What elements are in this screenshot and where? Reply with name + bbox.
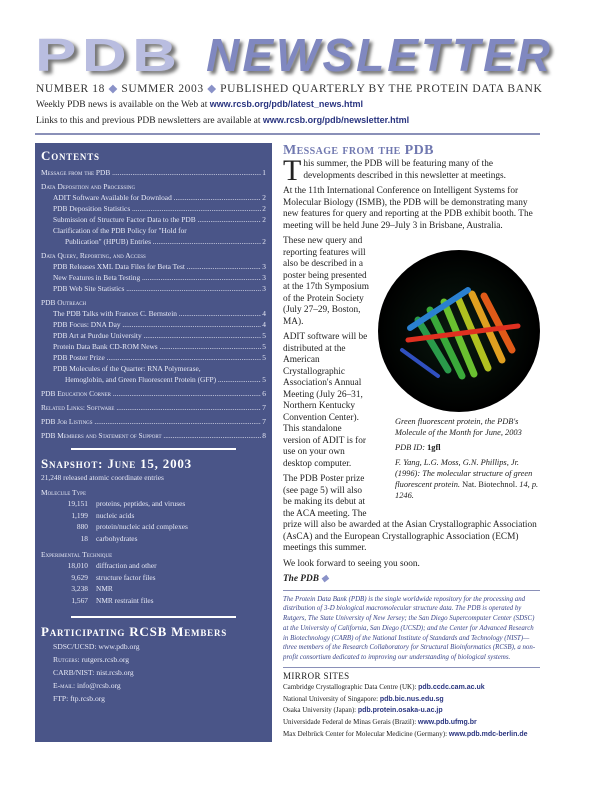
toc-entry[interactable]: PDB Molecules of the Quarter: RNA Polymerase, bbox=[53, 364, 201, 373]
toc-entry[interactable] bbox=[41, 430, 266, 441]
toc-entry-label: Publication" (HPUB) Entries ..... bbox=[65, 236, 261, 247]
toc-entry[interactable] bbox=[41, 214, 266, 225]
stat-label: NMR restraint files bbox=[96, 595, 154, 605]
mirror-link[interactable]: www.pdb.mdc-berlin.de bbox=[448, 731, 528, 739]
stat-label: diffraction and other bbox=[96, 561, 157, 570]
snapshot-total: 21,248 released atomic coordinate entries bbox=[41, 473, 164, 482]
member-name: CARB/NIST: bbox=[53, 668, 95, 677]
snapshot-title: Snapshot: June 15, 2003 bbox=[41, 456, 192, 471]
toc-entry-label: Protein Data Bank CD-ROM News ..... bbox=[53, 341, 261, 352]
toc-entry[interactable] bbox=[41, 374, 266, 385]
mirror-sites-title: MIRROR SITES bbox=[283, 671, 350, 682]
member-link[interactable]: nist.rcsb.org bbox=[96, 668, 134, 677]
toc-entry-label: Message from the PDB ..... bbox=[41, 167, 261, 178]
member-link[interactable]: info@rcsb.org bbox=[76, 681, 121, 690]
caption-text: Green fluorescent protein, the PDB's Molecule of the Month for June, 2003 bbox=[395, 417, 522, 437]
issue-number: NUMBER 18 bbox=[36, 83, 105, 95]
member-name: E-mail: bbox=[53, 681, 76, 690]
mirror-link[interactable]: pdb.protein.osaka-u.ac.jp bbox=[357, 707, 443, 715]
toc-entry[interactable] bbox=[41, 236, 266, 247]
toc-page-number: 2 bbox=[262, 237, 266, 246]
toc-page-number: 3 bbox=[262, 273, 266, 282]
member-row bbox=[41, 653, 266, 666]
toc-section-heading: Data Deposition and Processing bbox=[41, 182, 136, 191]
stat-label: proteins, peptides, and viruses bbox=[96, 499, 186, 508]
paragraph: Association (AsCA) and the European Crystallographic Association (ECM) meetings this summer. bbox=[283, 520, 537, 553]
contents-title: Contents bbox=[41, 148, 100, 163]
toc-page-number: 7 bbox=[262, 417, 266, 426]
toc-entry[interactable] bbox=[41, 167, 266, 178]
toc-entry-label: PDB Web Site Statistics ..... bbox=[53, 283, 261, 294]
technique-heading: Experimental Technique bbox=[41, 550, 113, 559]
paragraph bbox=[283, 154, 540, 187]
mirror-name: Universidade Federal de Minas Gerais (Brazil): bbox=[283, 718, 417, 727]
mirror-row bbox=[283, 705, 540, 717]
stat-count: 18,010 bbox=[67, 561, 88, 570]
toc-page-number: 8 bbox=[262, 431, 266, 440]
stat-row bbox=[41, 583, 266, 595]
technique-list bbox=[41, 560, 266, 606]
mirror-row bbox=[283, 682, 540, 694]
mirror-link[interactable]: pdb.ccdc.cam.ac.uk bbox=[418, 683, 485, 691]
article-title: Message from the PDB bbox=[283, 143, 434, 158]
toc-entry-label: PDB Poster Prize ..... bbox=[53, 352, 261, 363]
stat-row bbox=[41, 572, 266, 584]
figure-caption bbox=[395, 416, 540, 501]
toc-entry[interactable] bbox=[41, 319, 266, 330]
toc-section-heading: Data Query, Reporting, and Access bbox=[41, 251, 146, 260]
toc-page-number: 5 bbox=[262, 342, 266, 351]
divider bbox=[35, 133, 540, 135]
pdb-id-label: PDB ID: bbox=[395, 443, 425, 452]
paragraph: At the 11th International Conference on Intelligent Systems for Molecular Biology (ISMB), the PDB will be demonstrating many new features for query and reporting at the PDB exhibit booth. The meeting will be held June 29–July 3 in Brisbane, Australia. bbox=[283, 186, 533, 231]
figure bbox=[374, 250, 540, 505]
toc-entry[interactable] bbox=[41, 416, 266, 427]
paragraph: We look forward to seeing you soon. bbox=[283, 558, 420, 569]
toc-entry-label: Hemoglobin, and Green Fluorescent Protein (GFP) ..... bbox=[65, 374, 261, 385]
mirror-row bbox=[283, 717, 540, 729]
toc-section-heading: PDB Outreach bbox=[41, 298, 87, 307]
toc-entry-label: PDB Job Listings ..... bbox=[41, 416, 261, 427]
toc-entry-label: PDB Releases XML Data Files for Beta Test ..... bbox=[53, 261, 261, 272]
mirror-link[interactable]: pdb.bic.nus.edu.sg bbox=[379, 695, 444, 703]
stat-row bbox=[41, 595, 266, 607]
toc-page-number: 5 bbox=[262, 375, 266, 384]
signature: The PDB bbox=[283, 574, 319, 584]
stat-count: 1,567 bbox=[71, 595, 88, 605]
toc-entry[interactable] bbox=[41, 192, 266, 203]
sidebar-panel bbox=[35, 143, 272, 742]
divider bbox=[71, 616, 236, 618]
toc-entry-label: The PDB Talks with Frances C. Bernstein ..... bbox=[53, 308, 261, 319]
mirror-sites bbox=[283, 667, 540, 741]
toc-entry[interactable] bbox=[41, 272, 266, 283]
mirror-row bbox=[283, 694, 540, 706]
toc-page-number: 7 bbox=[262, 403, 266, 412]
toc-entry-label: PDB Education Corner ..... bbox=[41, 388, 261, 399]
journal: Nat. Biotechnol. bbox=[462, 480, 518, 489]
toc-entry[interactable] bbox=[41, 308, 266, 319]
stat-count: 3,238 bbox=[71, 584, 88, 593]
weekly-news-link[interactable]: www.rcsb.org/pdb/latest_news.html bbox=[209, 99, 363, 109]
toc-entry-label: PDB Art at Purdue University ..... bbox=[53, 330, 261, 341]
toc-entry[interactable] bbox=[41, 402, 266, 413]
stat-count: 19,151 bbox=[67, 499, 88, 508]
paragraph: ADIT software will be distributed at the American Crystallographic Association's Annual Meeting (July 26–31, Northern Kentucky Convention Center). This standalone version of ADIT is for use on your own desktop computer. bbox=[283, 332, 368, 469]
members-title: Participating RCSB Members bbox=[41, 624, 228, 639]
stat-count: 880 bbox=[76, 522, 88, 531]
toc-entry-label: ADIT Software Available for Download ..... bbox=[53, 192, 261, 203]
pdb-description: The Protein Data Bank (PDB) is the single worldwide repository for the processing and distribution of 3-D biological macromolecular structure data. The PDB is operated by Rutgers, The State University of New Jersey; the San Diego Supercomputer Center (SDSC) at the University of California, San Diego (UCSD); and the Center for Advanced Research in Biotechnology (CARB) of the National Institute of Standards and Technology (NIST)—three members of the Research Collaboratory for Structural Bioinformatics (RCSB), a non-profit consortium dedicated to improving our understanding of biological systems. bbox=[283, 590, 540, 664]
member-link[interactable]: www.pdb.org bbox=[98, 642, 140, 651]
toc-entry[interactable] bbox=[41, 352, 266, 363]
weekly-text: Weekly PDB news is available on the Web at bbox=[36, 100, 208, 110]
mirror-name: Cambridge Crystallographic Data Centre (UK): bbox=[283, 682, 417, 691]
toc-entry-label: PDB Deposition Statistics ..... bbox=[53, 203, 261, 214]
volume: 14, p. 1246. bbox=[395, 480, 539, 500]
stat-label: nucleic acids bbox=[96, 510, 135, 520]
paragraph: These new query and reporting features will also be described in a poster being presented at the 17th Symposium of the Protein Society (July 27–29, Boston, MA). bbox=[283, 236, 369, 327]
stat-row bbox=[41, 533, 266, 545]
stat-count: 9,629 bbox=[71, 572, 88, 582]
molecule-type-list bbox=[41, 498, 266, 544]
toc-page-number: 5 bbox=[262, 353, 266, 362]
toc-entry[interactable] bbox=[41, 330, 266, 341]
members-list bbox=[41, 640, 266, 705]
stat-count: 1,199 bbox=[71, 510, 88, 520]
mirror-row bbox=[283, 729, 540, 741]
gfp-molecule-image bbox=[378, 250, 540, 412]
stat-row bbox=[41, 560, 266, 572]
toc-entry[interactable] bbox=[41, 261, 266, 272]
logo-newsletter: NEWSLETTER bbox=[206, 29, 554, 81]
stat-row bbox=[41, 521, 266, 533]
table-of-contents bbox=[41, 167, 266, 441]
toc-entry-label: PDB Members and Statement of Support ..... bbox=[41, 430, 261, 441]
toc-page-number: 1 bbox=[262, 168, 266, 177]
publisher: PUBLISHED QUARTERLY BY THE PROTEIN DATA BANK bbox=[220, 83, 543, 95]
stat-label: carbohydrates bbox=[96, 533, 138, 543]
toc-entry[interactable] bbox=[41, 388, 266, 399]
toc-entry[interactable]: Clarification of the PDB Policy for "Hold for bbox=[53, 226, 187, 235]
toc-page-number: 4 bbox=[262, 309, 266, 318]
mirror-name: National University of Singapore: bbox=[283, 694, 379, 703]
diamond-icon: ◆ bbox=[207, 83, 217, 95]
newsletter-link[interactable]: www.rcsb.org/pdb/newsletter.html bbox=[262, 115, 410, 125]
toc-entry[interactable] bbox=[41, 283, 266, 294]
pdb-id[interactable]: 1gfl bbox=[427, 443, 441, 452]
toc-page-number: 3 bbox=[262, 262, 266, 271]
newsletter-links-line bbox=[36, 115, 409, 126]
stat-row bbox=[41, 510, 266, 522]
message-article bbox=[283, 143, 540, 586]
newsletter-logo bbox=[35, 30, 555, 80]
issue-line bbox=[36, 81, 542, 95]
toc-entry[interactable] bbox=[41, 341, 266, 352]
toc-page-number: 2 bbox=[262, 215, 266, 224]
mirror-link[interactable]: www.pdb.ufmg.br bbox=[417, 719, 477, 727]
member-row bbox=[41, 679, 266, 692]
paragraph: The PDB Poster prize (see page 5) will also be making its debut at the ACA meeting. The prize will also be awarded at the Asian Crystallographic bbox=[283, 474, 492, 530]
divider bbox=[71, 448, 236, 450]
diamond-icon: ◆ bbox=[108, 83, 118, 95]
member-link[interactable]: rutgers.rcsb.org bbox=[81, 655, 130, 664]
toc-page-number: 4 bbox=[262, 320, 266, 329]
stat-label: protein/nucleic acid complexes bbox=[96, 522, 188, 531]
mirror-name: Max Delbrück Center for Molecular Medicine (Germany): bbox=[283, 730, 448, 739]
toc-entry[interactable] bbox=[41, 203, 266, 214]
toc-page-number: 5 bbox=[262, 331, 266, 340]
member-name: Rutgers: bbox=[53, 655, 80, 664]
molecule-type-heading: Molecule Type bbox=[41, 488, 87, 497]
diamond-icon: ◆ bbox=[321, 574, 329, 584]
mirror-name: Osaka University (Japan): bbox=[283, 706, 357, 715]
stat-label: NMR bbox=[96, 584, 113, 593]
right-column bbox=[283, 143, 540, 741]
citation: F. Yang, L.G. Moss, G.N. Phillips, Jr. (1996): The molecular structure of green fluorescent protein. bbox=[395, 458, 533, 489]
stat-count: 18 bbox=[80, 533, 88, 543]
member-name: FTP: bbox=[53, 694, 69, 703]
toc-page-number: 3 bbox=[262, 284, 266, 293]
paragraph-text: his summer, the PDB will be featuring many of the developments described in this newsletter at meetings. bbox=[303, 159, 506, 181]
toc-entry-label: New Features in Beta Testing ..... bbox=[53, 272, 261, 283]
issue-season: SUMMER 2003 bbox=[121, 83, 204, 95]
member-name: SDSC/UCSD: bbox=[53, 642, 97, 651]
links-text: Links to this and previous PDB newsletters are available at bbox=[36, 116, 261, 126]
weekly-news-line bbox=[36, 99, 363, 110]
toc-entry-label: Related Links: Software ..... bbox=[41, 402, 261, 413]
member-link[interactable]: ftp.rcsb.org bbox=[70, 694, 105, 703]
member-row bbox=[41, 692, 266, 705]
stat-label: structure factor files bbox=[96, 572, 156, 582]
drop-cap: T bbox=[283, 154, 302, 187]
member-row bbox=[41, 640, 266, 653]
member-row bbox=[41, 666, 266, 679]
stat-row bbox=[41, 498, 266, 510]
toc-page-number: 2 bbox=[262, 193, 266, 202]
toc-page-number: 6 bbox=[262, 389, 266, 398]
logo-pdb: PDB bbox=[35, 29, 183, 81]
toc-page-number: 2 bbox=[262, 204, 266, 213]
toc-entry-label: Submission of Structure Factor Data to the PDB ..... bbox=[53, 214, 261, 225]
toc-entry-label: PDB Focus: DNA Day ..... bbox=[53, 319, 261, 330]
